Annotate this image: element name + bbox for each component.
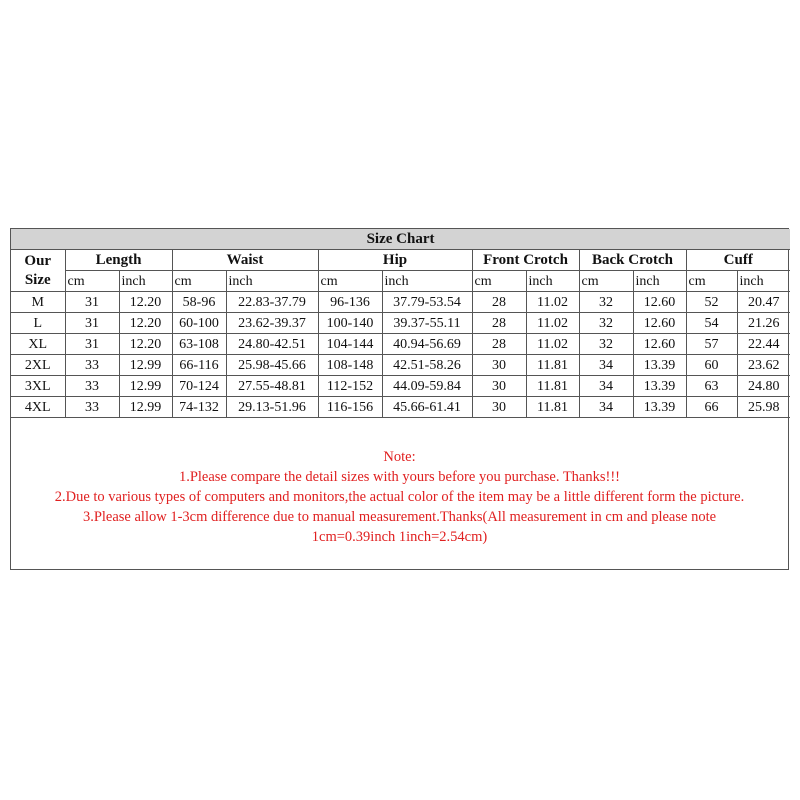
table-cell: 39.37-55.11	[382, 313, 472, 334]
table-cell: 12.60	[633, 292, 686, 313]
unit-cell: inch	[382, 271, 472, 292]
table-cell: 66	[686, 397, 737, 418]
table-cell: 22.83-37.79	[226, 292, 318, 313]
table-cell: 28	[472, 313, 526, 334]
header-back-crotch: Back Crotch	[579, 250, 686, 271]
unit-cell: cm	[686, 271, 737, 292]
table-cell: 11.81	[526, 355, 579, 376]
unit-header-row	[11, 271, 790, 292]
unit-cell: inch	[633, 271, 686, 292]
table-row	[11, 313, 790, 334]
table-cell: 74-132	[172, 397, 226, 418]
table-cell: 60-100	[172, 313, 226, 334]
table-cell: 22.44	[737, 334, 790, 355]
table-cell: 13.39	[633, 376, 686, 397]
table-cell: 32	[579, 313, 633, 334]
table-cell: 25.98-45.66	[226, 355, 318, 376]
table-row	[11, 355, 790, 376]
header-waist: Waist	[172, 250, 318, 271]
table-cell: 66-116	[172, 355, 226, 376]
size-chart-frame	[10, 228, 789, 570]
table-cell: 34	[579, 397, 633, 418]
table-cell: 58-96	[172, 292, 226, 313]
table-title: Size Chart	[11, 229, 790, 250]
table-cell: 31	[65, 334, 119, 355]
header-length: Length	[65, 250, 172, 271]
table-cell: 32	[579, 292, 633, 313]
unit-cell: cm	[579, 271, 633, 292]
table-row	[11, 397, 790, 418]
our-size-header	[11, 250, 65, 292]
unit-cell: cm	[65, 271, 119, 292]
table-cell: 33	[65, 397, 119, 418]
table-cell: 20.47	[737, 292, 790, 313]
table-cell: 13.39	[633, 355, 686, 376]
table-row	[11, 376, 790, 397]
header-cuff: Cuff	[686, 250, 790, 271]
our-size-label-line2: Size	[24, 271, 51, 288]
table-cell: 112-152	[318, 376, 382, 397]
table-cell: 12.60	[633, 334, 686, 355]
size-chart-body	[11, 229, 790, 418]
table-cell: 60	[686, 355, 737, 376]
header-front-crotch: Front Crotch	[472, 250, 579, 271]
table-cell: 12.20	[119, 292, 172, 313]
note-line-1: 1.Please compare the detail sizes with yours before you purchase. Thanks!!!	[178, 469, 621, 485]
table-cell: 30	[472, 397, 526, 418]
table-cell: 12.20	[119, 313, 172, 334]
size-chart-table	[11, 229, 790, 418]
table-cell: 31	[65, 313, 119, 334]
table-cell: 29.13-51.96	[226, 397, 318, 418]
notes-section	[11, 418, 788, 547]
table-cell: 30	[472, 376, 526, 397]
note-line-3: 3.Please allow 1-3cm difference due to manual measurement.Thanks(All measurement in cm and please note	[82, 509, 717, 525]
unit-cell: inch	[119, 271, 172, 292]
table-cell: 33	[65, 376, 119, 397]
table-cell: 31	[65, 292, 119, 313]
note-line-4: 1cm=0.39inch 1inch=2.54cm)	[311, 529, 488, 545]
table-cell: 23.62	[737, 355, 790, 376]
size-label-cell: 2XL	[11, 355, 65, 376]
table-cell: 34	[579, 355, 633, 376]
table-cell: 30	[472, 355, 526, 376]
table-cell: 25.98	[737, 397, 790, 418]
title-row	[11, 229, 790, 250]
table-row	[11, 334, 790, 355]
table-cell: 11.81	[526, 376, 579, 397]
table-cell: 24.80	[737, 376, 790, 397]
table-cell: 33	[65, 355, 119, 376]
table-cell: 70-124	[172, 376, 226, 397]
table-cell: 104-144	[318, 334, 382, 355]
unit-cell: inch	[226, 271, 318, 292]
table-cell: 116-156	[318, 397, 382, 418]
size-label-cell: L	[11, 313, 65, 334]
table-cell: 24.80-42.51	[226, 334, 318, 355]
table-cell: 45.66-61.41	[382, 397, 472, 418]
table-cell: 32	[579, 334, 633, 355]
note-line-2: 2.Due to various types of computers and monitors,the actual color of the item may be a little different form the picture.	[54, 489, 745, 505]
table-cell: 100-140	[318, 313, 382, 334]
our-size-label-line1: Our	[24, 252, 52, 269]
table-cell: 40.94-56.69	[382, 334, 472, 355]
table-cell: 12.99	[119, 376, 172, 397]
table-cell: 108-148	[318, 355, 382, 376]
table-cell: 28	[472, 334, 526, 355]
unit-cell: cm	[472, 271, 526, 292]
table-cell: 44.09-59.84	[382, 376, 472, 397]
table-row	[11, 292, 790, 313]
size-label-cell: 4XL	[11, 397, 65, 418]
size-label-cell: XL	[11, 334, 65, 355]
size-label-cell: M	[11, 292, 65, 313]
unit-cell: inch	[737, 271, 790, 292]
table-cell: 12.99	[119, 355, 172, 376]
table-cell: 12.20	[119, 334, 172, 355]
table-cell: 63-108	[172, 334, 226, 355]
table-cell: 96-136	[318, 292, 382, 313]
table-cell: 11.02	[526, 334, 579, 355]
table-cell: 63	[686, 376, 737, 397]
table-cell: 12.60	[633, 313, 686, 334]
table-cell: 23.62-39.37	[226, 313, 318, 334]
table-cell: 52	[686, 292, 737, 313]
table-cell: 28	[472, 292, 526, 313]
size-label-cell: 3XL	[11, 376, 65, 397]
table-cell: 11.02	[526, 292, 579, 313]
group-header-row	[11, 250, 790, 271]
header-hip: Hip	[318, 250, 472, 271]
unit-cell: cm	[172, 271, 226, 292]
table-cell: 13.39	[633, 397, 686, 418]
table-cell: 54	[686, 313, 737, 334]
table-cell: 57	[686, 334, 737, 355]
table-cell: 11.02	[526, 313, 579, 334]
table-cell: 27.55-48.81	[226, 376, 318, 397]
unit-cell: inch	[526, 271, 579, 292]
table-cell: 42.51-58.26	[382, 355, 472, 376]
unit-cell: cm	[318, 271, 382, 292]
table-cell: 21.26	[737, 313, 790, 334]
table-cell: 12.99	[119, 397, 172, 418]
table-cell: 34	[579, 376, 633, 397]
table-cell: 11.81	[526, 397, 579, 418]
notes-heading: Note:	[383, 449, 416, 465]
table-cell: 37.79-53.54	[382, 292, 472, 313]
